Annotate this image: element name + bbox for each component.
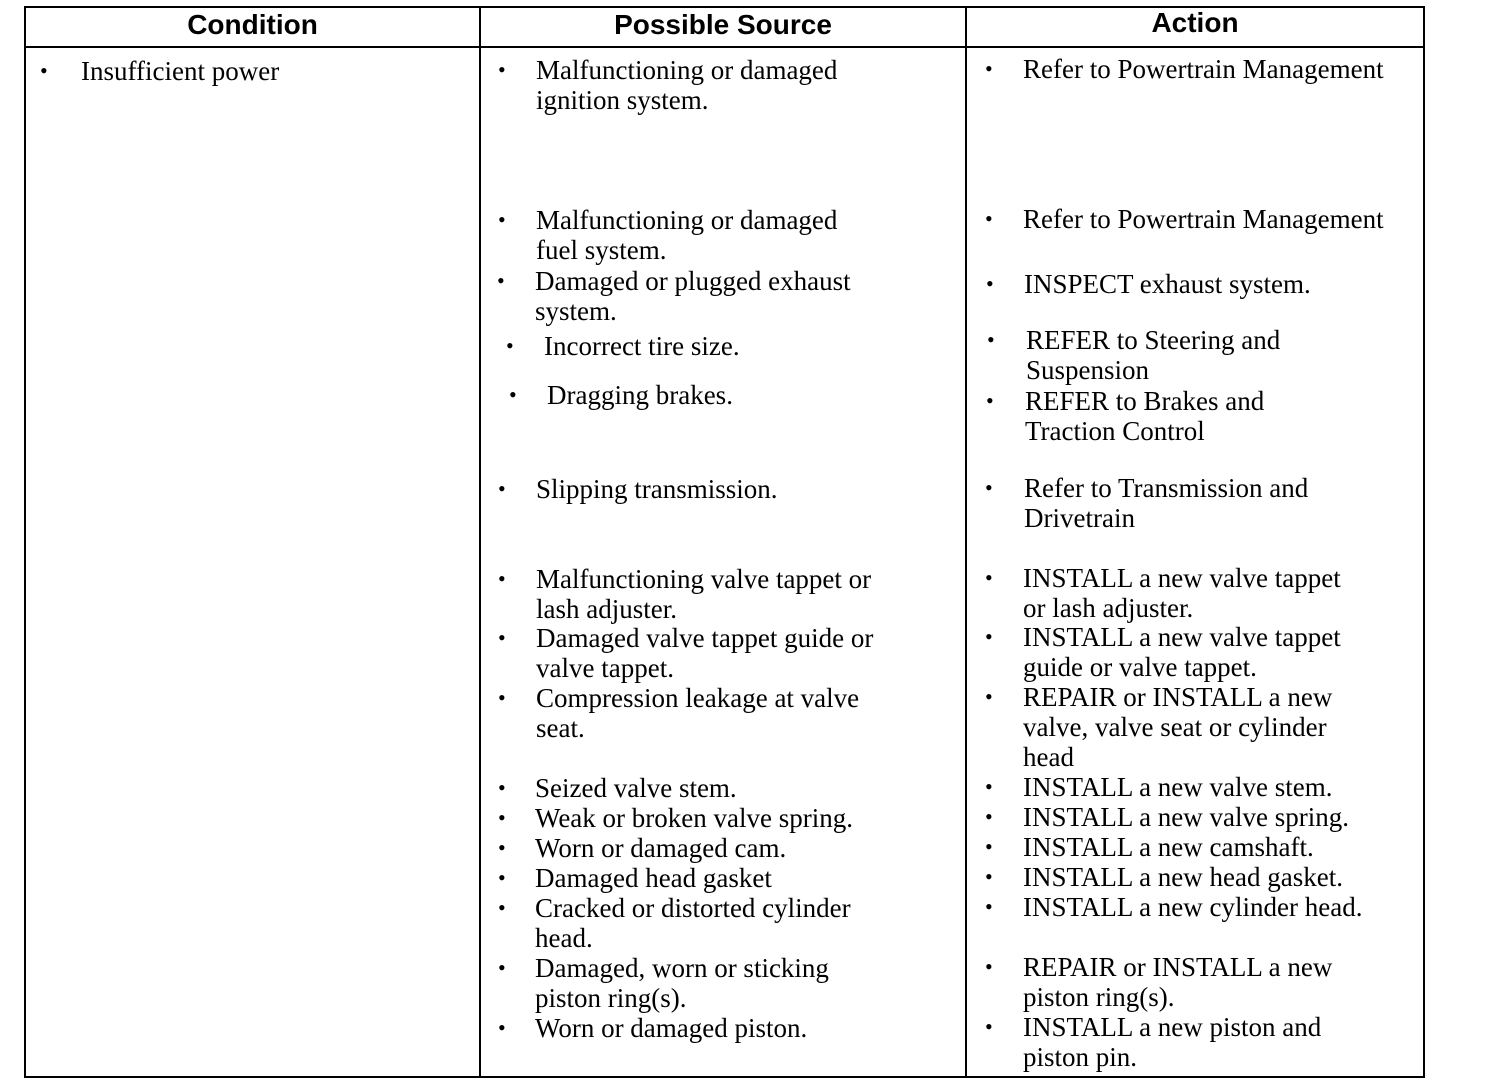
action-item-text: valve, valve seat or cylinder — [1023, 712, 1327, 742]
possible-source-item-bullet: • — [498, 57, 506, 82]
possible-source-item-bullet: • — [498, 625, 506, 650]
action-item-bullet: • — [985, 894, 993, 919]
action-item-bullet: • — [985, 475, 993, 500]
column-divider-2 — [965, 6, 967, 1076]
possible-source-item-text: Damaged, worn or sticking — [535, 953, 829, 983]
action-item-text: Refer to Transmission and — [1024, 473, 1309, 503]
action-item-bullet: • — [985, 774, 993, 799]
action-item-text: piston ring(s). — [1023, 982, 1175, 1012]
possible-source-item-text: Incorrect tire size. — [544, 331, 740, 361]
header-condition: Condition — [187, 9, 318, 40]
action-item-bullet: • — [985, 1014, 993, 1039]
action-item-bullet: • — [985, 864, 993, 889]
possible-source-item-bullet: • — [498, 955, 506, 980]
possible-source-item-text: piston ring(s). — [535, 983, 687, 1013]
possible-source-item-bullet: • — [498, 476, 506, 501]
possible-source-item-bullet: • — [498, 566, 506, 591]
possible-source-item-text: Malfunctioning or damaged — [536, 205, 838, 235]
possible-source-item-text: seat. — [536, 713, 585, 743]
action-item-bullet: • — [985, 624, 993, 649]
possible-source-item-text: Worn or damaged cam. — [535, 833, 787, 863]
action-item-text: piston pin. — [1023, 1042, 1138, 1072]
action-item-bullet: • — [985, 56, 993, 81]
action-item-text: INSTALL a new valve tappet — [1023, 622, 1341, 652]
action-item-text: INSTALL a new piston and — [1023, 1012, 1322, 1042]
action-item-text: INSTALL a new camshaft. — [1023, 832, 1314, 862]
action-item-text: Refer to Powertrain Management — [1023, 204, 1384, 234]
possible-source-item-text: Damaged or plugged exhaust — [535, 266, 851, 296]
condition-bullet: • — [40, 58, 48, 83]
possible-source-item-text: Damaged head gasket — [535, 863, 772, 893]
header-action: Action — [1151, 7, 1239, 38]
possible-source-item-bullet: • — [498, 207, 506, 232]
action-item-bullet: • — [986, 388, 994, 413]
action-item-bullet: • — [985, 804, 993, 829]
possible-source-item-bullet: • — [498, 1015, 506, 1040]
action-item-bullet: • — [985, 206, 993, 231]
action-item-text: REPAIR or INSTALL a new — [1023, 952, 1333, 982]
action-item-bullet: • — [986, 271, 994, 296]
possible-source-item-text: Worn or damaged piston. — [535, 1013, 808, 1043]
possible-source-item-text: Malfunctioning or damaged — [536, 55, 838, 85]
possible-source-item-text: Weak or broken valve spring. — [535, 803, 853, 833]
action-item-text: INSPECT exhaust system. — [1024, 269, 1311, 299]
action-item-text: Drivetrain — [1024, 503, 1135, 533]
possible-source-item-bullet: • — [506, 333, 514, 358]
header-divider — [24, 46, 1424, 48]
possible-source-item-text: Cracked or distorted cylinder — [535, 893, 851, 923]
possible-source-item-text: system. — [535, 296, 617, 326]
action-item-bullet: • — [985, 684, 993, 709]
possible-source-item-text: Slipping transmission. — [536, 474, 778, 504]
possible-source-item-bullet: • — [498, 685, 506, 710]
action-item-text: or lash adjuster. — [1023, 593, 1194, 623]
possible-source-item-bullet: • — [498, 865, 506, 890]
possible-source-item-text: Seized valve stem. — [535, 773, 737, 803]
possible-source-item-text: Compression leakage at valve — [536, 683, 860, 713]
action-item-text: INSTALL a new head gasket. — [1023, 862, 1343, 892]
possible-source-item-text: Malfunctioning valve tappet or — [536, 564, 872, 594]
action-item-text: Refer to Powertrain Management — [1023, 54, 1384, 84]
action-item-text: guide or valve tappet. — [1023, 652, 1257, 682]
possible-source-item-bullet: • — [509, 382, 517, 407]
possible-source-item-bullet: • — [498, 805, 506, 830]
possible-source-item-bullet: • — [498, 775, 506, 800]
action-item-text: Traction Control — [1025, 416, 1205, 446]
action-item-text: Suspension — [1026, 355, 1150, 385]
action-item-bullet: • — [985, 954, 993, 979]
possible-source-item-bullet: • — [497, 268, 505, 293]
action-item-bullet: • — [987, 327, 995, 352]
column-divider-1 — [479, 6, 481, 1076]
header-possible-source: Possible Source — [614, 9, 832, 40]
action-item-text: REFER to Brakes and — [1025, 386, 1265, 416]
action-item-bullet: • — [985, 834, 993, 859]
possible-source-item-bullet: • — [498, 835, 506, 860]
possible-source-item-text: lash adjuster. — [536, 594, 677, 624]
possible-source-item-text: fuel system. — [536, 235, 667, 265]
possible-source-item-text: ignition system. — [536, 85, 709, 115]
possible-source-item-text: Damaged valve tappet guide or — [536, 623, 874, 653]
action-item-text: INSTALL a new valve tappet — [1023, 563, 1341, 593]
possible-source-item-bullet: • — [498, 895, 506, 920]
possible-source-item-text: head. — [535, 923, 593, 953]
possible-source-item-text: Dragging brakes. — [547, 380, 733, 410]
action-item-text: INSTALL a new valve stem. — [1023, 772, 1333, 802]
condition-text: Insufficient power — [81, 56, 280, 86]
action-item-text: head — [1023, 742, 1074, 772]
action-item-text: INSTALL a new valve spring. — [1023, 802, 1350, 832]
action-item-text: INSTALL a new cylinder head. — [1023, 892, 1363, 922]
action-item-text: REPAIR or INSTALL a new — [1023, 682, 1333, 712]
action-item-bullet: • — [985, 565, 993, 590]
action-item-text: REFER to Steering and — [1026, 325, 1281, 355]
possible-source-item-text: valve tappet. — [536, 653, 674, 683]
